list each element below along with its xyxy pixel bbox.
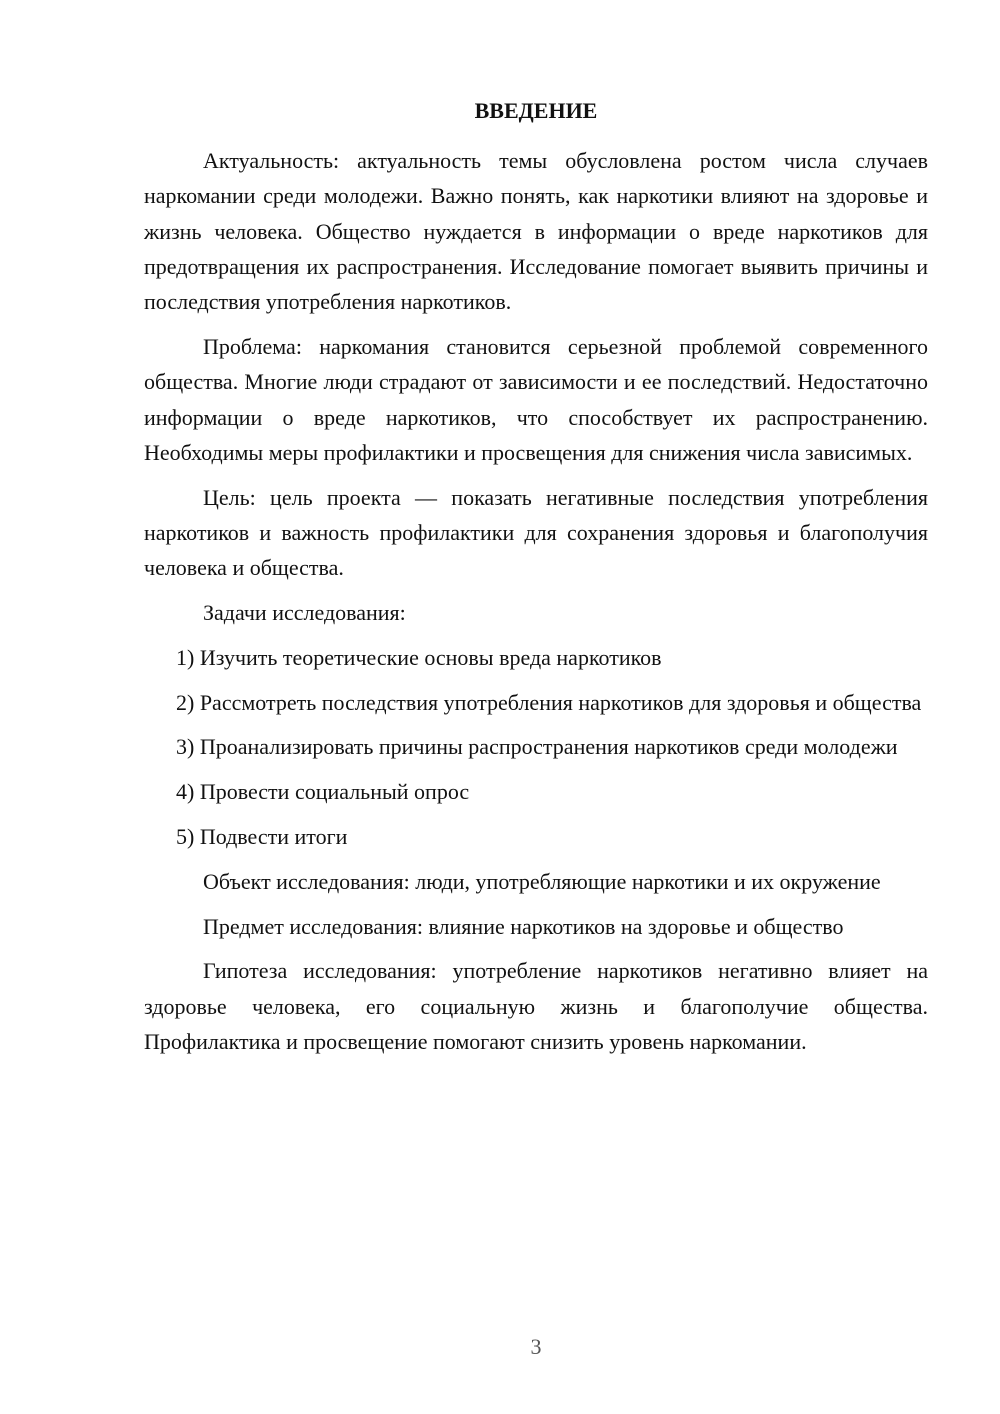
- relevance-paragraph: Актуальность: актуальность темы обусловлена ростом числа случаев наркомании среди молодежи. Важно понять, как наркотики влияют на здоровье и жизнь человека. Общество нуждается в информации о вреде наркотиков для предотвращения их распространения. Исследование помогает выявить причины и последствия употребления наркотиков.: [144, 148, 928, 315]
- problem-paragraph: Проблема: наркомания становится серьезной проблемой современного общества. Многие люди страдают от зависимости и ее последствий. Недостаточно информации о вреде наркотиков, что способствует их распространению. Необходимы меры профилактики и просвещения для снижения числа зависимых.: [144, 333, 928, 465]
- hypothesis-paragraph: Гипотеза исследования: употребление наркотиков негативно влияет на здоровье человека, его социальную жизнь и благополучие общества. Профилактика и просвещение помогают снизить уровень наркомании.: [144, 958, 928, 1055]
- task-item: 1) Изучить теоретические основы вреда наркотиков: [176, 644, 662, 670]
- tasks-heading: Задачи исследования:: [203, 600, 406, 626]
- goal-paragraph: Цель: цель проекта — показать негативные последствия употребления наркотиков и важность профилактики для сохранения здоровья и благополучия человека и общества.: [144, 484, 928, 581]
- page-number: 3: [530, 1334, 542, 1359]
- task-item: 3) Проанализировать причины распространения наркотиков среди молодежи: [176, 734, 898, 760]
- task-item: 2) Рассмотреть последствия употребления наркотиков для здоровья и общества: [176, 689, 922, 715]
- section-title: ВВЕДЕНИЕ: [474, 98, 598, 123]
- document-page: [144, 95, 928, 1069]
- subject-paragraph: Предмет исследования: влияние наркотиков на здоровье и общество: [203, 913, 844, 939]
- task-item: 5) Подвести итоги: [176, 824, 348, 850]
- task-item: 4) Провести социальный опрос: [176, 779, 470, 805]
- object-paragraph: Объект исследования: люди, употребляющие наркотики и их окружение: [203, 868, 881, 894]
